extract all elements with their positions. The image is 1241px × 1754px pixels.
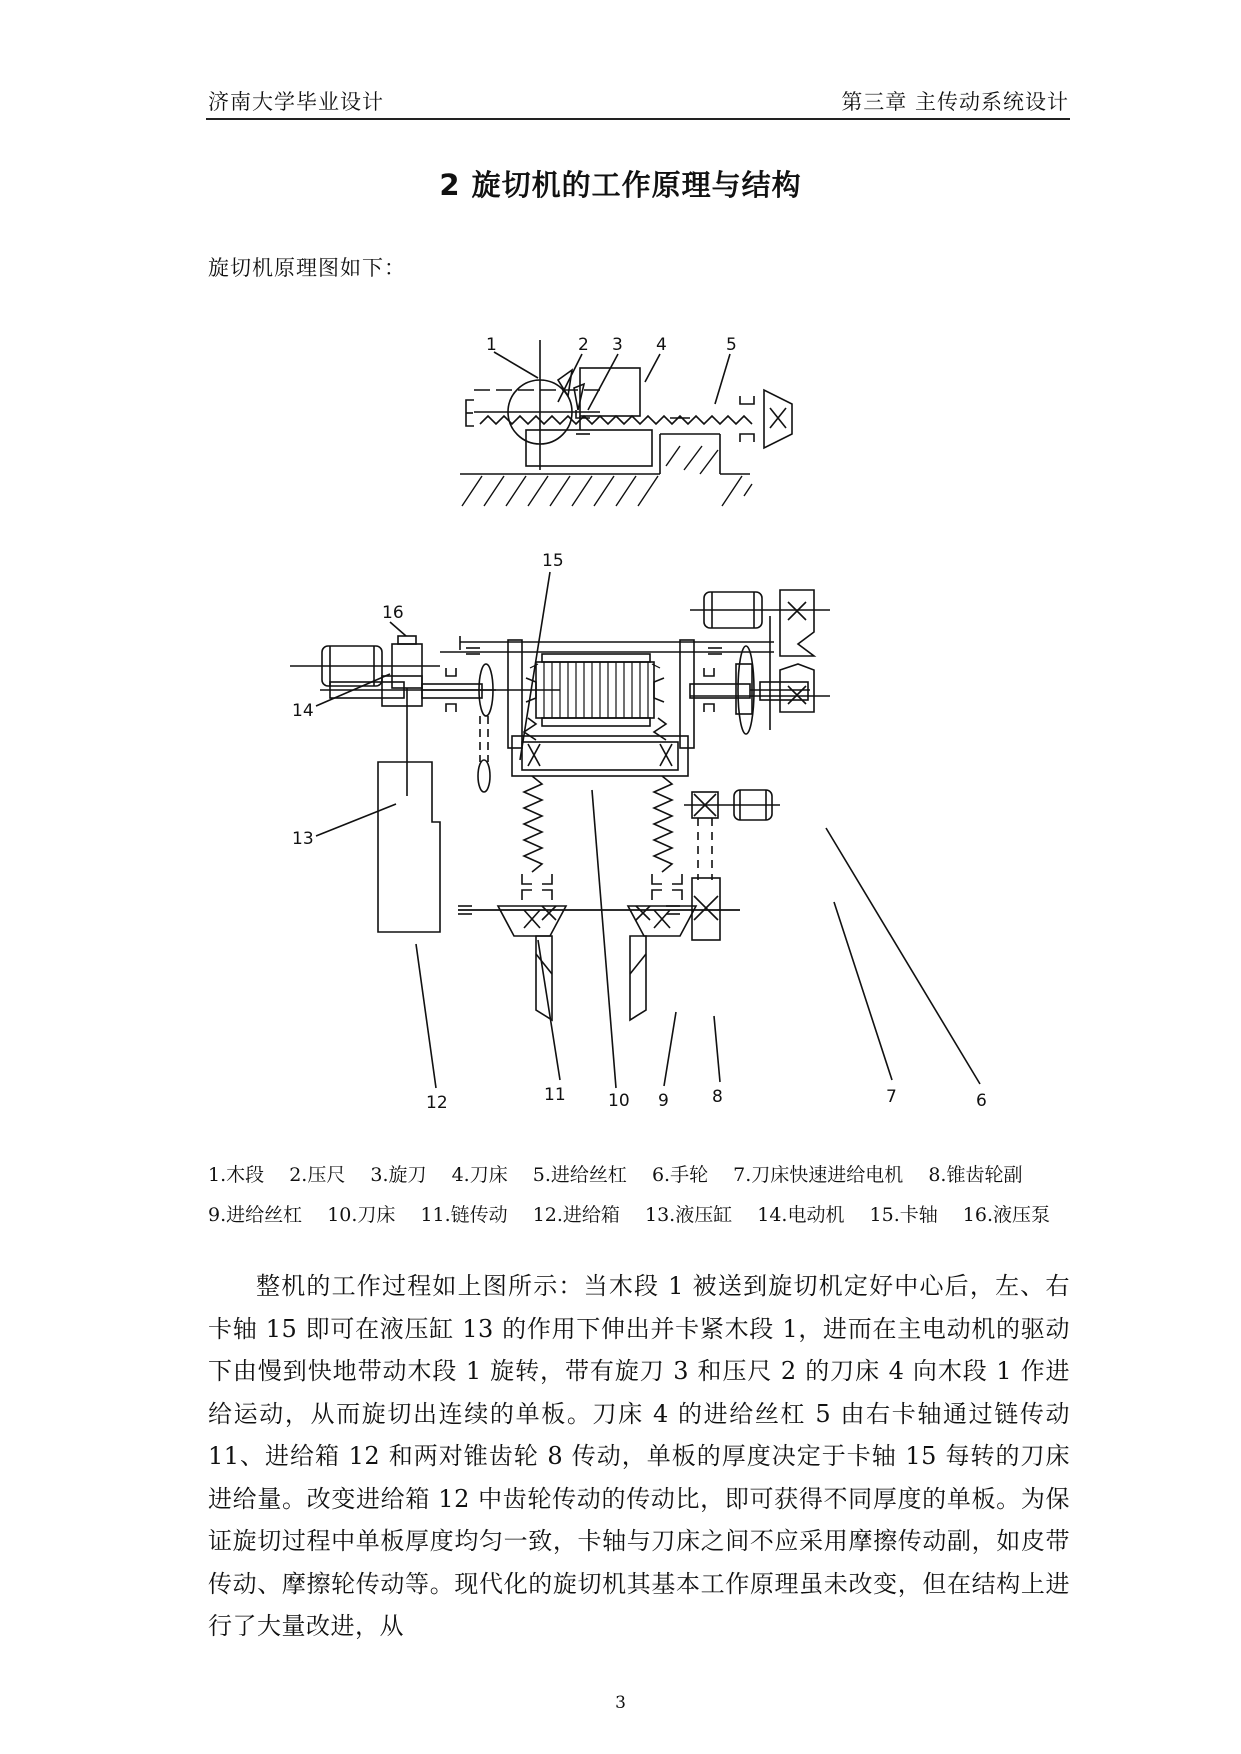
fig1-label-4: 4 [656,335,667,355]
legend-item: 7.刀床快速进给电机 [733,1164,904,1186]
legend-row-2 [208,1200,1069,1227]
legend-item: 11.链传动 [420,1204,508,1226]
legend-item: 5.进给丝杠 [532,1164,627,1186]
fig2-label-8: 8 [712,1087,723,1107]
header-left: 济南大学毕业设计 [208,90,384,114]
legend-item: 6.手轮 [651,1164,709,1186]
body-paragraph: 整机的工作过程如上图所示：当木段 1 被送到旋切机定好中心后，左、右卡轴 15 即可在液压缸 13 的作用下伸出并卡紧木段 1，进而在主电动机的驱动下由慢到快地带动木段 1 旋转，带有旋刀 3 和压尺 2 的刀床 4 向木段 1 作进给运动，从而旋切出连续的单板。刀床 4 的进给丝杠 5 由右卡轴通过链传动 11、进给箱 12 和两对锥齿轮 8 传动，单板的厚度决定于卡轴 15 每转的刀床进给量。改变进给箱 12 中齿轮传动的传动比，即可获得不同厚度的单板。为保证旋切过程中单板厚度均匀一致，卡轴与刀床之间不应采用摩擦传动副，如皮带传动、摩擦轮传动等。现代化的旋切机其基本工作原理虽未改变，但在结构上进行了大量改进，从 [208,1272,1070,1640]
legend-item: 10.刀床 [327,1204,396,1226]
fig1-label-2: 2 [578,335,589,355]
header-rule [206,118,1070,120]
legend-item: 15.卡轴 [869,1204,938,1226]
legend-item: 1.木段 [208,1164,265,1186]
legend-item: 12.进给箱 [532,1204,620,1226]
legend-item: 14.电动机 [757,1204,845,1226]
fig1-label-3: 3 [612,335,623,355]
transmission-diagram [280,540,1000,1120]
intro-text: 旋切机原理图如下： [208,256,406,280]
fig2-label-13: 13 [292,829,314,849]
fig2-label-12: 12 [426,1093,448,1113]
fig2-label-9: 9 [658,1091,669,1111]
legend-item: 8.锥齿轮副 [928,1164,1023,1186]
legend-item: 3.旋刀 [370,1164,427,1186]
legend-item: 4.刀床 [451,1164,508,1186]
fig1-label-5: 5 [726,335,737,355]
legend-item: 13.液压缸 [644,1204,733,1226]
page-number: 3 [615,1693,626,1713]
fig2-label-11: 11 [544,1085,566,1105]
fig2-label-15: 15 [542,551,564,571]
principle-diagram [460,330,840,510]
legend-item: 9.进给丝杠 [208,1204,303,1226]
header-right: 第三章 主传动系统设计 [841,90,1069,114]
fig2-label-16: 16 [382,603,404,623]
fig2-label-7: 7 [886,1087,897,1107]
legend-row-1 [208,1160,1041,1187]
fig1-label-1: 1 [486,335,497,355]
fig2-label-10: 10 [608,1091,630,1111]
fig2-label-6: 6 [976,1091,987,1111]
legend-item: 16.液压泵 [962,1204,1050,1226]
section-title: 2 旋切机的工作原理与结构 [439,168,802,202]
legend-item: 2.压尺 [289,1164,346,1186]
fig2-label-14: 14 [292,701,314,721]
